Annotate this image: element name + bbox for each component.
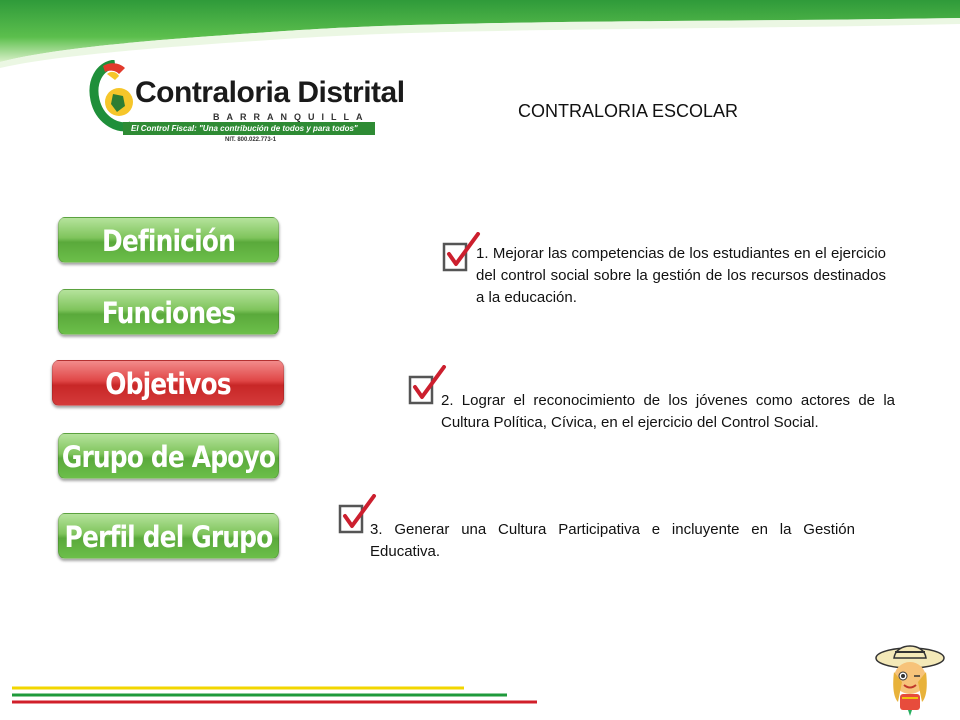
nav-button-funciones[interactable]: Funciones	[58, 289, 279, 335]
contraloria-logo[interactable]	[85, 60, 405, 145]
logo-wordmark: Contraloria Distrital	[135, 76, 405, 109]
objective-1-text: 1. Mejorar las competencias de los estudiantes en el ejercicio del control social sobre la gestión de los recursos destinados a la educación.	[476, 245, 886, 306]
nav-button-definicion[interactable]: Definición	[58, 217, 279, 263]
logo-city: BARRANQUILLA	[213, 112, 370, 122]
mascot-icon	[872, 638, 948, 718]
objective-2-text: 2. Lograr el reconocimiento de los jóvenes como actores de la Cultura Política, Cívica, en el ejercicio del Control Social.	[441, 392, 895, 431]
footer-stripes	[12, 685, 542, 705]
nav-button-objetivos[interactable]: Objetivos	[52, 360, 284, 406]
nav-button-perfil-del-grupo[interactable]: Perfil del Grupo	[58, 513, 279, 559]
logo-nit: NIT. 800.022.773-1	[225, 137, 277, 143]
nav-button-grupo-de-apoyo[interactable]: Grupo de Apoyo	[58, 433, 279, 479]
page-title: CONTRALORIA ESCOLAR	[518, 101, 739, 121]
logo-slogan: El Control Fiscal: "Una contribución de todos y para todos"	[123, 122, 375, 135]
objective-3-text: 3. Generar una Cultura Participativa e incluyente en la Gestión Educativa.	[370, 521, 855, 560]
